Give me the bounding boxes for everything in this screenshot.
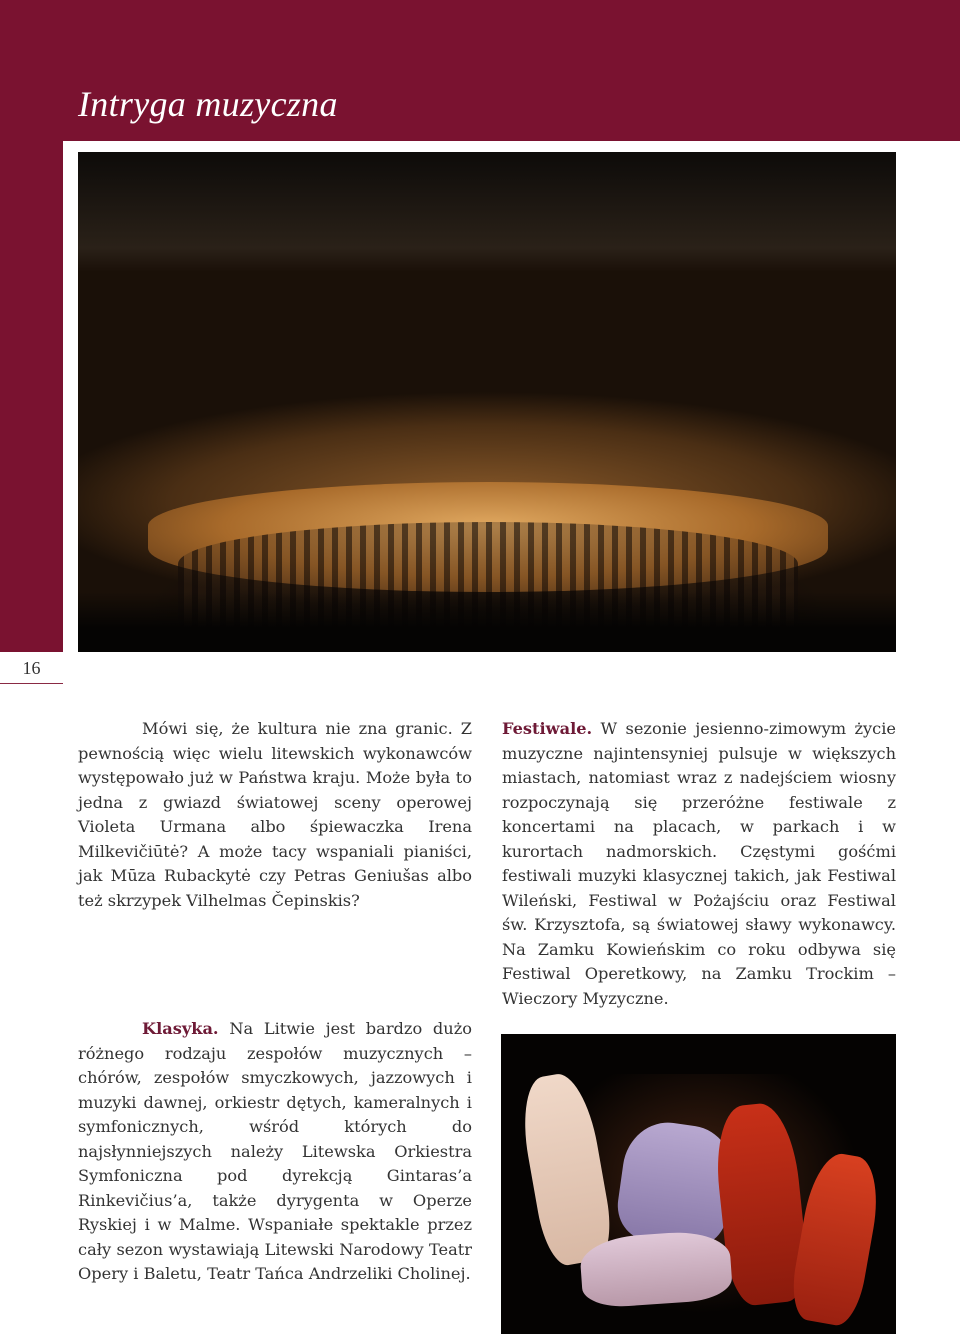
festivals-lead: Festiwale. — [502, 719, 593, 738]
intro-paragraph: Mówi się, że kultura nie zna granic. Z pewnością więc wielu litewskich wykonawców występowało już w Państwa kraju. Może była to jedna z gwiazd światowej sceny operowej Violeta Urmana albo śpiewaczka Irena Milkevičiūtė? A może tacy wspaniali pianiści, jak Mūza Rubackytė czy Petras Geniušas albo też skrzypek Vilhelmas Čepinskis? — [78, 719, 472, 910]
classic-text: Na Litwie jest bardzo dużo różnego rodzaju zespołów muzycznych – chórów, zespołów smyczkowych, jazzowych i muzyki dawnej, orkiestr dętych, kameralnych i symfonicznych, wśród których do najsłynniejszych należy Litewska Orkiestra Symfoniczna pod dyrekcją Gintaras’a Rinkevičius’a, także dyrygenta w Operze Ryskiej i w Malme. Wspaniałe spektakle przez cały sezon wystawiają Litewski Narodowy Teatr Opery i Baletu, Teatr Tańca Andrzeliki Cholinej. — [78, 1019, 472, 1283]
page-number: 16 — [0, 655, 63, 684]
concert-hall-orchestra-photo — [78, 152, 896, 652]
concert-audience — [78, 592, 896, 652]
page-title: Intryga muzyczna — [78, 84, 338, 124]
classic-lead: Klasyka. — [142, 1019, 219, 1038]
ballet-dancers-photo — [501, 1034, 896, 1334]
classic-paragraph — [78, 1017, 472, 1287]
side-band — [0, 141, 63, 652]
concert-ceiling — [78, 152, 896, 272]
festivals-text: W sezonie jesienno-zimowym życie muzyczne najintensyniej pulsuje w większych miastach, natomiast wraz z nadejściem wiosny rozpoczynają się przeróżne festiwale z koncertami na placach, w parkach i w kurortach nadmorskich. Częstymi gośćmi festiwali muzyki klasycznej takich, jak Festiwal Wileński, Festiwal w Pożajściu oraz Festiwal św. Krzysztofa, są światowej sławy wykonawcy. Na Zamku Kowieńskim co roku odbywa się Festiwal Operetkowy, na Zamku Trockim – Wieczory Myzyczne. — [502, 719, 896, 1008]
festivals-paragraph — [502, 717, 896, 1011]
